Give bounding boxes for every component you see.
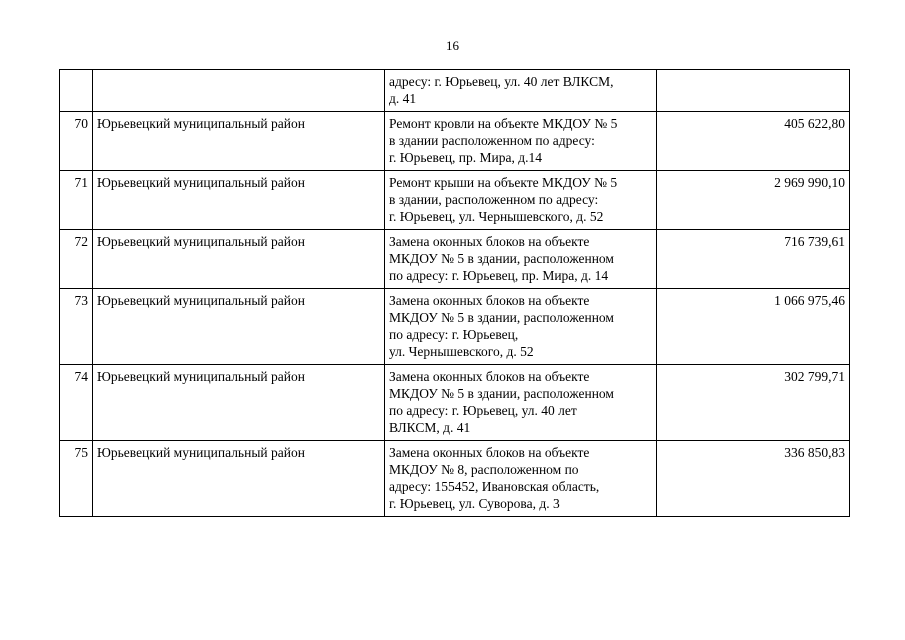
amount-cell: 302 799,71: [657, 365, 850, 441]
page-number: 16: [446, 38, 459, 53]
table-row-continuation: [60, 70, 850, 112]
description-cell: Ремонт крыши на объекте МКДОУ № 5 в здании, расположенном по адресу: г. Юрьевец, ул. Чернышевского, д. 52: [385, 171, 657, 230]
region-cell: Юрьевецкий муниципальный район: [93, 230, 385, 289]
region-cell: Юрьевецкий муниципальный район: [93, 112, 385, 171]
amount-cell: [657, 70, 850, 112]
table-row: [60, 365, 850, 441]
table-row: [60, 112, 850, 171]
row-number-cell: 72: [60, 230, 93, 289]
row-number-cell: 74: [60, 365, 93, 441]
row-number-cell: 73: [60, 289, 93, 365]
description-cell: Замена оконных блоков на объекте МКДОУ № 5 в здании, расположенном по адресу: г. Юрьевец, пр. Мира, д. 14: [385, 230, 657, 289]
table-row: [60, 230, 850, 289]
description-cell: Замена оконных блоков на объекте МКДОУ № 8, расположенном по адресу: 155452, Ивановская область, г. Юрьевец, ул. Суворова, д. 3: [385, 441, 657, 517]
region-cell: Юрьевецкий муниципальный район: [93, 171, 385, 230]
table-row: [60, 441, 850, 517]
row-number-cell: 75: [60, 441, 93, 517]
document-table: [59, 69, 850, 517]
row-number-cell: 71: [60, 171, 93, 230]
amount-cell: 405 622,80: [657, 112, 850, 171]
amount-cell: 1 066 975,46: [657, 289, 850, 365]
description-cell: адресу: г. Юрьевец, ул. 40 лет ВЛКСМ, д. 41: [385, 70, 657, 112]
amount-cell: 2 969 990,10: [657, 171, 850, 230]
region-cell: Юрьевецкий муниципальный район: [93, 441, 385, 517]
table-row: [60, 289, 850, 365]
row-number-cell: [60, 70, 93, 112]
description-cell: Замена оконных блоков на объекте МКДОУ № 5 в здании, расположенном по адресу: г. Юрьевец, ул. Чернышевского, д. 52: [385, 289, 657, 365]
region-cell: Юрьевецкий муниципальный район: [93, 289, 385, 365]
table-row: [60, 171, 850, 230]
row-number-cell: 70: [60, 112, 93, 171]
amount-cell: 336 850,83: [657, 441, 850, 517]
region-cell: [93, 70, 385, 112]
region-cell: Юрьевецкий муниципальный район: [93, 365, 385, 441]
amount-cell: 716 739,61: [657, 230, 850, 289]
description-cell: Замена оконных блоков на объекте МКДОУ № 5 в здании, расположенном по адресу: г. Юрьевец, ул. 40 лет ВЛКСМ, д. 41: [385, 365, 657, 441]
description-cell: Ремонт кровли на объекте МКДОУ № 5 в здании расположенном по адресу: г. Юрьевец, пр. Мира, д.14: [385, 112, 657, 171]
